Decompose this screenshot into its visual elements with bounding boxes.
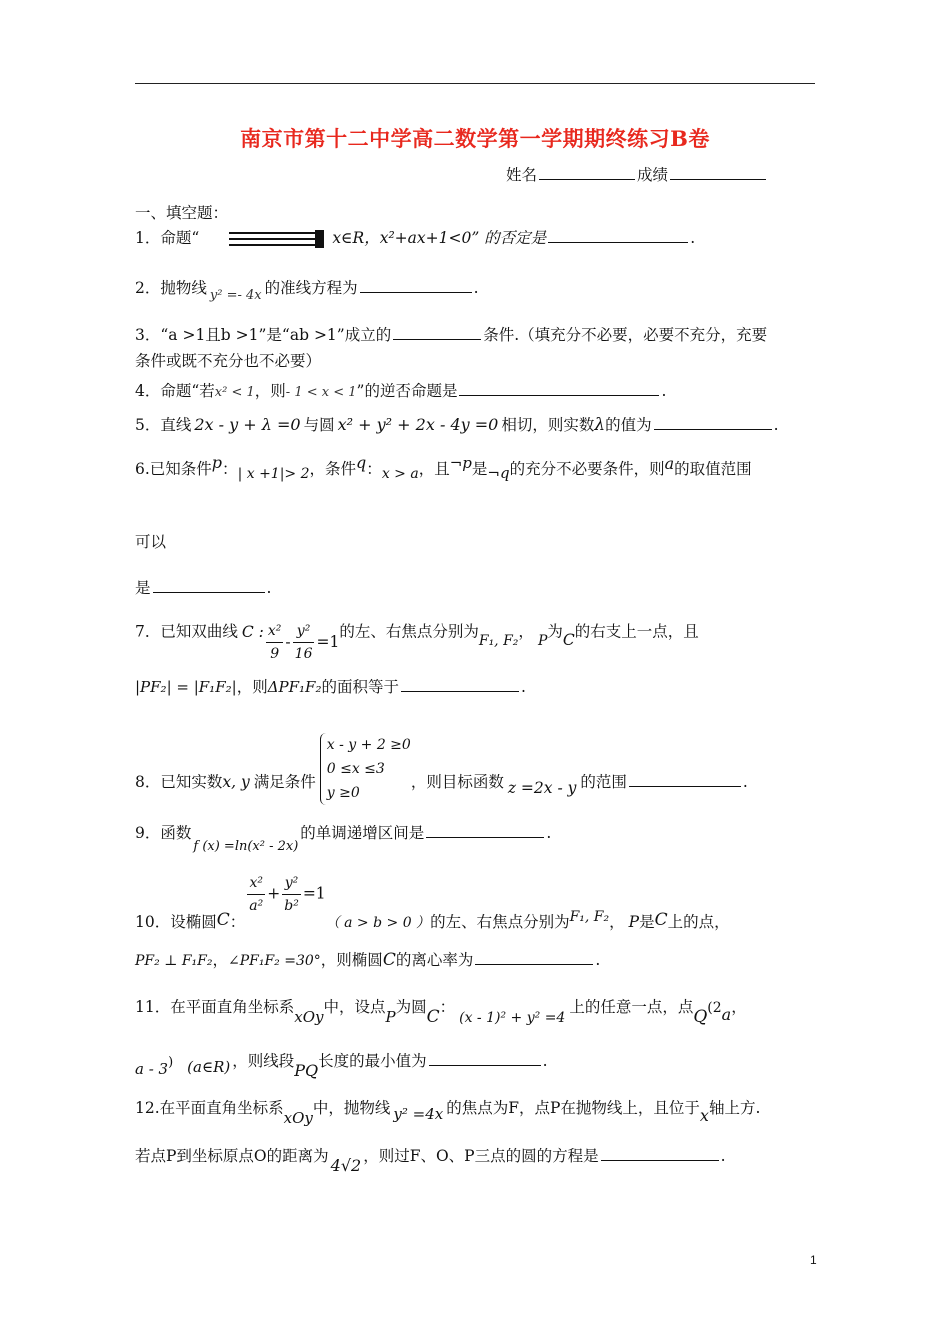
q6-colon: ： xyxy=(222,460,238,478)
q5-line-eq: 2x - y + λ =0 xyxy=(194,415,301,434)
q12-distance: 4√2 xyxy=(330,1156,362,1175)
q8-constraint-1: x - y + 2 ≥0 xyxy=(326,737,411,753)
q11-answer-blank[interactable] xyxy=(429,1051,541,1066)
q10-C2: C xyxy=(654,909,668,930)
page-number: 1 xyxy=(810,1253,817,1267)
q6-answer-blank[interactable] xyxy=(153,578,265,593)
q1-number: 1． xyxy=(135,229,161,247)
q10-cond: （ a > b > 0 ） xyxy=(325,914,431,931)
q7-text-pre: 7．已知双曲线 xyxy=(135,622,238,641)
q8-text-post2: 的范围 xyxy=(580,773,627,791)
q5-circle-eq: x² + y² + 2x - 4y =0 xyxy=(337,415,499,434)
q4-end: . xyxy=(661,382,667,400)
q7-eq: =1 xyxy=(316,632,340,651)
q11-comma: ， xyxy=(731,998,747,1016)
question-1 xyxy=(135,227,695,249)
q10-eq: =1 xyxy=(302,884,326,903)
q12-xoy: xOy xyxy=(283,1109,313,1127)
q6-text-mid: ，条件 xyxy=(309,460,357,478)
q5-lambda: λ xyxy=(594,415,606,435)
q1-answer-blank[interactable] xyxy=(548,228,688,243)
q12-text-mid: 中，抛物线 xyxy=(312,1099,391,1117)
q11-text-mid: 中，设点 xyxy=(323,998,386,1016)
q2-end: . xyxy=(473,279,479,297)
q4-text-post: ”的逆否命题是 xyxy=(356,382,458,400)
q6-text-mid2: ，且 xyxy=(418,460,450,478)
q8-constraint-3: y ≥0 xyxy=(326,785,360,801)
q8-answer-blank[interactable] xyxy=(629,772,741,787)
question-12-line2 xyxy=(135,1145,726,1175)
q6-text-post: 的充分不必要条件，则 xyxy=(509,460,665,478)
q11-paren-close: ) xyxy=(168,1055,174,1070)
q2-text-pre: 抛物线 xyxy=(160,279,207,297)
q6-cond-q: x > a xyxy=(381,466,419,482)
q7-frac2-num: y² xyxy=(293,620,315,643)
q9-end: . xyxy=(546,824,552,842)
q10-frac2-num: y² xyxy=(282,872,301,895)
q7-answer-blank[interactable] xyxy=(401,677,519,692)
q9-function: f (x) =ln(x² - 2x) xyxy=(193,839,299,854)
q7-ze: ，则 xyxy=(236,678,268,696)
q11-P: P xyxy=(385,1008,396,1026)
question-10-line2 xyxy=(135,949,600,972)
q11-paren-open: (2 xyxy=(707,1000,722,1016)
q6-end: . xyxy=(266,579,272,597)
q5-end: . xyxy=(773,416,779,434)
q12-line2-text: 若点P到坐标原点O的距离为 xyxy=(135,1147,329,1165)
q10-P: P xyxy=(628,912,640,931)
score-label: 成绩 xyxy=(637,166,669,184)
name-label: 姓名 xyxy=(506,166,538,184)
q10-perp: PF₂ ⊥ F₁F₂ xyxy=(135,953,213,969)
q7-wei: 为 xyxy=(547,622,563,641)
q2-math: y² =- 4x xyxy=(209,288,262,303)
q11-text-post2: ，则线段 xyxy=(232,1052,295,1070)
q7-triangle: ΔPF₁F₂ xyxy=(267,678,322,696)
question-11 xyxy=(135,996,747,1027)
q6-not-q: ¬q xyxy=(487,464,510,482)
q7-foci: F₁, F₂ xyxy=(478,632,519,649)
q7-frac2-den: 16 xyxy=(294,646,313,662)
q8-objective: z =2x - y xyxy=(507,779,577,797)
q12-parabola: y² =4x xyxy=(393,1105,444,1123)
q11-end: . xyxy=(542,1052,548,1070)
q3-text-b: 条件.（填充分不必要，必要不充分，充要 xyxy=(483,326,768,344)
question-9 xyxy=(135,822,552,854)
q11-circle-eq: (x - 1)² + y² =4 xyxy=(459,1010,566,1026)
q10-frac1-num: x² xyxy=(247,872,265,895)
question-6-line3 xyxy=(135,577,271,599)
q8-constraint-2: 0 ≤x ≤3 xyxy=(326,761,385,777)
q12-answer-blank[interactable] xyxy=(601,1146,719,1161)
q7-text-post2: 的右支上一点，且 xyxy=(574,622,699,641)
q8-end: . xyxy=(742,773,748,791)
q10-shi: 是 xyxy=(639,912,655,931)
q8-constraint-system xyxy=(320,733,411,805)
q3-text: 3．“a >1且b >1”是“ab >1”成立的 xyxy=(135,326,392,344)
q11-cond: (a∈R) xyxy=(187,1058,231,1076)
exam-title: 南京市第十二中学高二数学第一学期期终练习B卷 xyxy=(240,126,710,151)
question-7 xyxy=(135,610,699,662)
q8-text-post: ，则目标函数 xyxy=(410,773,504,791)
q10-C: C xyxy=(216,909,230,930)
q1-end: . xyxy=(690,229,696,247)
score-blank[interactable] xyxy=(670,165,766,180)
q7-end: . xyxy=(521,678,526,696)
q4-math2: - 1 < x < 1 xyxy=(285,385,357,400)
q11-text-post3: 长度的最小值为 xyxy=(318,1052,427,1070)
question-8 xyxy=(135,733,748,805)
name-blank[interactable] xyxy=(539,165,635,180)
q10-colon: ： xyxy=(229,912,246,931)
question-3-line1 xyxy=(135,324,767,346)
q5-text-post: 相切，则实数 xyxy=(501,416,595,434)
broken-formula-icon xyxy=(229,230,324,248)
q2-text-post: 的准线方程为 xyxy=(264,279,358,297)
name-score-row xyxy=(506,164,768,186)
q1-text-pre: 命题“ xyxy=(160,229,200,247)
q10-C3: C xyxy=(382,950,396,970)
question-5 xyxy=(135,414,779,436)
q7-text-post: 的左、右焦点分别为 xyxy=(339,622,479,641)
q7-frac1-den: 9 xyxy=(270,646,280,662)
q12-text-post: 的焦点为F，点P在抛物线上，且位于 xyxy=(446,1099,700,1117)
q9-text-pre: 9．函数 xyxy=(135,824,192,842)
q4-answer-blank[interactable] xyxy=(459,381,659,396)
q10-comma: ， xyxy=(609,912,625,931)
q1-text-post: x∈R，x²+ax+1<0” 的否定是 xyxy=(332,229,547,247)
question-11-line2 xyxy=(135,1050,548,1080)
q10-text-post2: 上的点， xyxy=(667,912,730,931)
q7-curve-name: C : xyxy=(241,622,264,641)
question-10 xyxy=(135,872,730,931)
q10-end: . xyxy=(595,951,601,969)
q12-text-pre: 12.在平面直角坐标系 xyxy=(135,1099,284,1117)
q10-text-post3: ，则椭圆 xyxy=(320,951,383,969)
question-2 xyxy=(135,277,479,301)
q4-text-pre: 4．命题“若 xyxy=(135,382,215,400)
q3-answer-blank[interactable] xyxy=(393,325,481,340)
q5-text-pre: 5．直线 xyxy=(135,416,192,434)
q12-x: x xyxy=(699,1106,709,1125)
q5-answer-blank[interactable] xyxy=(654,415,772,430)
q10-frac2-den: b² xyxy=(284,898,299,914)
q4-text-mid: ，则 xyxy=(254,382,286,400)
question-6 xyxy=(135,453,752,482)
top-rule xyxy=(135,83,815,84)
q11-a: a xyxy=(721,1005,732,1024)
q6-line3-text: 是 xyxy=(135,579,151,597)
q6-not-p: ¬p xyxy=(449,454,472,472)
q11-wei: 为圆 xyxy=(395,998,427,1016)
q10-plus: + xyxy=(267,884,281,903)
q7-text-post3: 的面积等于 xyxy=(321,678,399,696)
q7-minus: - xyxy=(285,632,291,651)
question-12 xyxy=(135,1097,761,1127)
q7-cond: |PF₂| = |F₁F₂| xyxy=(135,678,237,696)
q11-PQ: PQ xyxy=(294,1061,319,1080)
q12-end: . xyxy=(720,1147,726,1165)
q6-cond-p: | x +1|> 2 xyxy=(237,466,310,482)
q11-colon: ： xyxy=(439,998,456,1016)
q10-answer-blank[interactable] xyxy=(475,950,593,965)
q11-Q: Q xyxy=(693,1007,708,1027)
question-7-line2 xyxy=(135,676,526,698)
question-4 xyxy=(135,380,666,404)
section-heading: 一、填空题： xyxy=(135,204,229,222)
q12-line2b-text: ，则过F、O、P三点的圆的方程是 xyxy=(363,1147,599,1165)
q11-xoy: xOy xyxy=(294,1008,324,1026)
q6-p: p xyxy=(211,453,223,472)
q7-P: P xyxy=(537,632,548,649)
q11-a-minus-3: a - 3 xyxy=(135,1060,169,1078)
q9-answer-blank[interactable] xyxy=(426,823,544,838)
q6-text-pre: 6.已知条件 xyxy=(135,460,212,478)
q7-frac1-num: x² xyxy=(266,620,284,643)
q7-C2: C xyxy=(562,630,575,649)
q12-text-post2: 轴上方. xyxy=(708,1099,761,1117)
q11-text-pre: 11．在平面直角坐标系 xyxy=(135,998,295,1016)
q2-number: 2． xyxy=(135,279,161,297)
question-6-line2: 可以 xyxy=(135,533,167,551)
q10-foci: F₁, F₂ xyxy=(569,908,610,925)
question-3-line2: 条件或既不充分也不必要） xyxy=(135,352,322,370)
q5-text-post2: 的值为 xyxy=(605,416,652,434)
q6-colon2: ： xyxy=(366,460,382,478)
q10-frac1 xyxy=(247,872,265,917)
q10-frac2 xyxy=(282,872,301,917)
q7-comma: ， xyxy=(518,622,534,641)
q7-frac2 xyxy=(293,620,315,665)
q6-text-post2: 的取值范围 xyxy=(674,460,752,478)
q10-frac1-den: a² xyxy=(249,898,264,914)
q6-q: q xyxy=(356,453,367,472)
q10-text-post: 的左、右焦点分别为 xyxy=(430,912,570,931)
q4-math1: x² < 1 xyxy=(214,385,255,400)
q9-text-post: 的单调递增区间是 xyxy=(300,824,425,842)
q10-comma2: ， xyxy=(212,951,228,969)
q8-text-pre: 8．已知实数 xyxy=(135,773,223,791)
q2-answer-blank[interactable] xyxy=(360,278,472,293)
q8-text-mid: 满足条件 xyxy=(253,773,316,791)
q10-text-pre: 10．设椭圆 xyxy=(135,912,217,931)
q6-is: 是 xyxy=(471,460,488,478)
q5-text-mid: 与圆 xyxy=(303,416,335,434)
q10-angle: ∠PF₁F₂ =30° xyxy=(227,953,321,969)
q11-text-post: 上的任意一点，点 xyxy=(569,998,694,1016)
q8-vars: x, y xyxy=(222,773,250,791)
q6-a: a xyxy=(664,454,675,473)
q7-frac1 xyxy=(266,620,284,665)
q10-text-post4: 的离心率为 xyxy=(395,951,474,969)
q11-C: C xyxy=(426,1007,440,1027)
